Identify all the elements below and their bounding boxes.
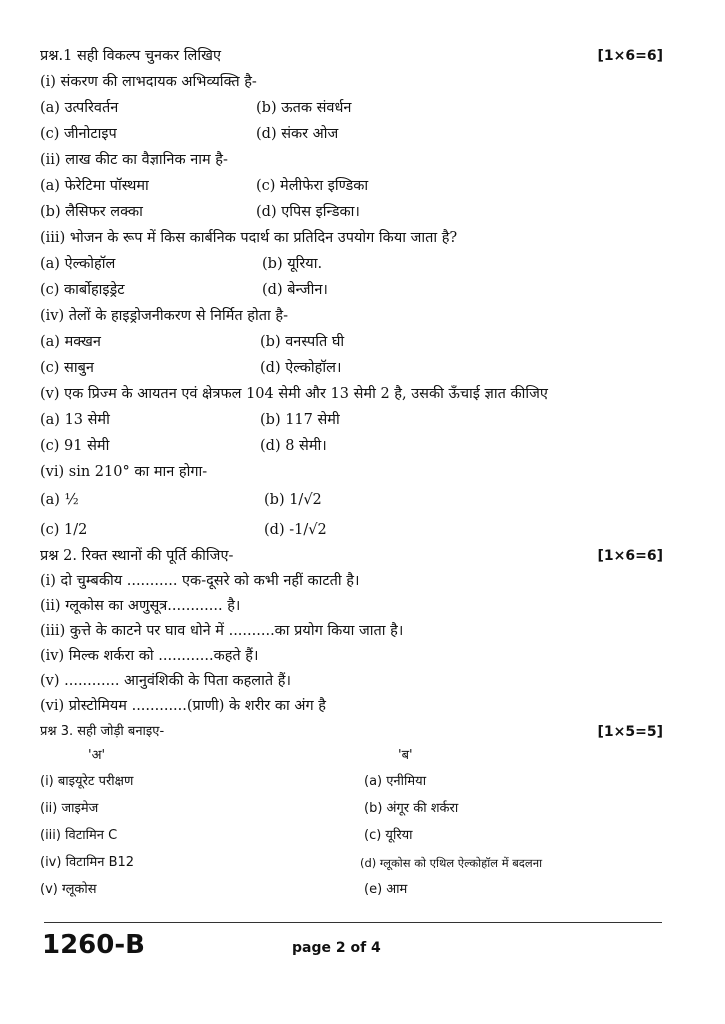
q1-iii-option-b: (b) यूरिया. bbox=[262, 256, 323, 272]
q1-i-option-a: (a) उत्परिवर्तन bbox=[40, 100, 119, 116]
q3-col-a-item-i: (i) बाइयूरेट परीक्षण bbox=[40, 774, 134, 789]
q2-item-ii: (ii) ग्लूकोस का अणुसूत्र............ है। bbox=[40, 598, 241, 614]
q3-col-a-item-iii: (iii) विटामिन C bbox=[40, 828, 118, 843]
q2-marks: [1×6=6] bbox=[597, 548, 663, 564]
q1-i-option-c: (c) जीनोटाइप bbox=[40, 126, 117, 142]
q3-col-b-item-d: (d) ग्लूकोस को एथिल ऐल्कोहॉल में बदलना bbox=[360, 856, 543, 870]
q3-col-b-header: 'ब' bbox=[398, 748, 413, 763]
q2-item-iv: (iv) मिल्क शर्करा को ............कहते हैं। bbox=[40, 648, 259, 664]
q1-iii-question: (iii) भोजन के रूप में किस कार्बनिक पदार्थ का प्रतिदिन उपयोग किया जाता है? bbox=[40, 230, 458, 246]
q1-iii-option-a: (a) ऐल्कोहॉल bbox=[40, 256, 116, 272]
q1-i-option-b: (b) ऊतक संवर्धन bbox=[256, 100, 352, 116]
q1-marks: [1×6=6] bbox=[597, 48, 663, 64]
q1-iii-option-d: (d) बेन्जीन। bbox=[262, 282, 328, 298]
q1-vi-option-c: (c) 1/2 bbox=[40, 522, 88, 538]
q3-col-b-item-c: (c) यूरिया bbox=[364, 828, 413, 843]
q1-iv-option-c: (c) साबुन bbox=[40, 360, 94, 376]
q3-col-a-header: 'अ' bbox=[88, 748, 106, 763]
q1-iii-option-c: (c) कार्बोहाइड्रेट bbox=[40, 282, 125, 298]
q3-col-b-item-a: (a) एनीमिया bbox=[364, 774, 427, 789]
q1-v-question: (v) एक प्रिज्म के आयतन एवं क्षेत्रफल 104 सेमी और 13 सेमी 2 है, उसकी ऊँचाई ज्ञात कीजिए bbox=[40, 386, 548, 402]
page-number: page 2 of 4 bbox=[292, 940, 381, 956]
q2-item-v: (v) ............ आनुवंशिकी के पिता कहलाते हैं। bbox=[40, 673, 291, 689]
q1-vi-option-b: (b) 1/√2 bbox=[264, 492, 322, 508]
q1-v-option-a: (a) 13 सेमी bbox=[40, 412, 110, 428]
q1-iv-option-b: (b) वनस्पति घी bbox=[260, 334, 345, 350]
q1-iv-option-d: (d) ऐल्कोहॉल। bbox=[260, 360, 342, 376]
q1-heading: प्रश्न.1 सही विकल्प चुनकर लिखिए bbox=[40, 48, 221, 64]
q1-vi-option-d: (d) -1/√2 bbox=[264, 522, 327, 538]
q2-item-iii: (iii) कुत्ते के काटने पर घाव धोने में ..........का प्रयोग किया जाता है। bbox=[40, 623, 404, 639]
q2-item-vi: (vi) प्रोस्टोमियम ............(प्राणी) के शरीर का अंग है bbox=[40, 698, 326, 714]
q3-col-a-item-iv: (iv) विटामिन B12 bbox=[40, 855, 135, 870]
q3-col-b-item-b: (b) अंगूर की शर्करा bbox=[364, 801, 459, 816]
q1-i-question: (i) संकरण की लाभदायक अभिव्यक्ति है- bbox=[40, 74, 257, 90]
q1-vi-option-a: (a) ½ bbox=[40, 492, 79, 508]
q1-v-option-c: (c) 91 सेमी bbox=[40, 438, 110, 454]
q3-heading: प्रश्न 3. सही जोड़ी बनाइए- bbox=[40, 724, 165, 739]
q1-ii-option-d: (d) एपिस इन्डिका। bbox=[256, 204, 360, 220]
q3-col-b-item-e: (e) आम bbox=[364, 882, 408, 897]
q1-ii-question: (ii) लाख कीट का वैज्ञानिक नाम है- bbox=[40, 152, 228, 168]
footer-divider bbox=[44, 922, 662, 923]
q2-item-i: (i) दो चुम्बकीय ........... एक-दूसरे को कभी नहीं काटती है। bbox=[40, 573, 360, 589]
q3-col-a-item-v: (v) ग्लूकोस bbox=[40, 882, 97, 897]
q1-v-option-d: (d) 8 सेमी। bbox=[260, 438, 327, 454]
q1-ii-option-a: (a) फेरेटिमा पॉस्थमा bbox=[40, 178, 149, 194]
q2-heading: प्रश्न 2. रिक्त स्थानों की पूर्ति कीजिए- bbox=[40, 548, 234, 564]
q1-iv-option-a: (a) मक्खन bbox=[40, 334, 101, 350]
paper-code: 1260-B bbox=[42, 930, 145, 960]
q1-v-option-b: (b) 117 सेमी bbox=[260, 412, 340, 428]
q1-ii-option-c: (c) मेलीफेरा इण्डिका bbox=[256, 178, 369, 194]
q3-marks: [1×5=5] bbox=[597, 724, 663, 740]
q1-i-option-d: (d) संकर ओज bbox=[256, 126, 339, 142]
q1-iv-question: (iv) तेलों के हाइड्रोजनीकरण से निर्मित होता है- bbox=[40, 308, 288, 324]
q1-vi-question: (vi) sin 210° का मान होगा- bbox=[40, 464, 208, 480]
q3-col-a-item-ii: (ii) जाइमेज bbox=[40, 801, 99, 816]
q1-ii-option-b: (b) लैसिफर लक्का bbox=[40, 204, 143, 220]
